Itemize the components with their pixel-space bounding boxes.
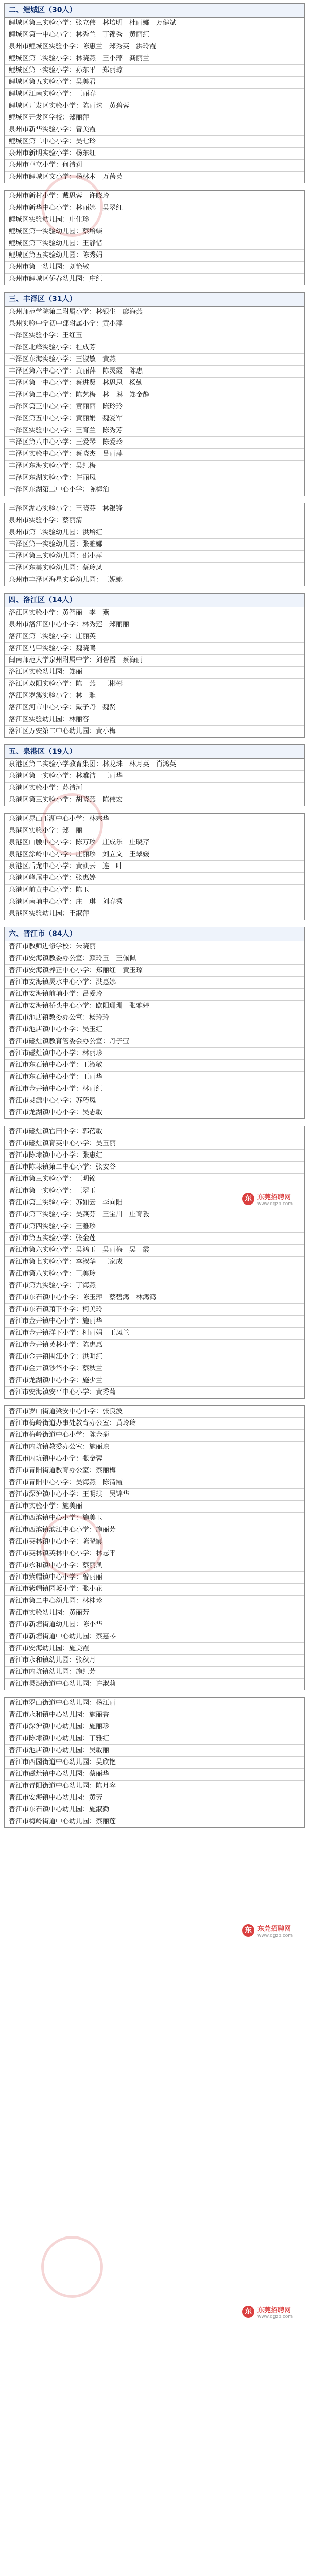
logo-text: 东莞招聘网 <box>258 1193 291 1201</box>
list-item: 晋江市池店镇中心幼儿园：吴敏丽 <box>5 1745 304 1757</box>
list-item: 泉州市丰泽区海星实验幼儿园：王妮娜 <box>9 576 123 584</box>
list-item: 晋江市第五实验小学：张金莲 <box>5 1233 304 1245</box>
section-heading: 六、晋江市（84人） <box>5 927 304 941</box>
list-item: 晋江市梅岭街道中心幼儿园：蔡丽莲 <box>9 1818 116 1825</box>
list-item: 晋江市陈埭镇中心幼儿园：丁雅红 <box>5 1733 304 1745</box>
list-item: 晋江市磁灶镇官田小学：郭蓓敏 <box>5 1126 304 1138</box>
list-block <box>4 1126 305 1399</box>
list-block <box>4 1405 305 1690</box>
list-item: 鲤城区开发区实验小学：陈丽珠 黄碧蓉 <box>5 100 304 112</box>
list-item: 晋江市第七实验小学：李淑华 王家成 <box>5 1257 304 1268</box>
list-item: 鲤城区第五实验幼儿园：陈秀娟 <box>5 250 304 262</box>
list-item: 晋江市池店镇教委办公室：杨玲玲 <box>5 1012 304 1024</box>
list-item: 洛江区第二实验小学：庄丽英 <box>5 631 304 643</box>
list-item: 丰泽区实验小学：王红玉 <box>5 330 304 342</box>
list-item: 晋江市新塘街道中心幼儿园：蔡惠琴 <box>5 1631 304 1643</box>
site-logo <box>242 2303 304 2320</box>
list-item: 泉州市第一幼儿园：刘艳敏 <box>5 262 304 274</box>
logo-text: 东莞招聘网 <box>258 1925 291 1933</box>
list-item: 丰泽区第一中心小学：蔡进贤 林思思 杨勤 <box>5 378 304 389</box>
list-item: 晋江市陈埭镇中心小学：张惠红 <box>5 1150 304 1162</box>
list-item: 晋江市青阳街道教育办公室：蔡丽梅 <box>5 1465 304 1477</box>
list-item: 闽南师范大学泉州附属中学：刘碧霞 蔡海丽 <box>5 655 304 667</box>
list-item: 晋江市深沪镇中心幼儿园：施丽珍 <box>5 1721 304 1733</box>
list-item: 鲤城区江南实验小学：王丽春 <box>5 89 304 100</box>
list-item: 晋江市新塘街道幼儿园：陈小华 <box>5 1619 304 1631</box>
list-item: 洛江区罗溪实验小学：林 雅 <box>5 690 304 702</box>
list-item: 丰泽区东美实验幼儿园：蔡玲凤 <box>5 563 304 574</box>
list-item: 晋江市第四实验小学：王雅珍 <box>5 1221 304 1233</box>
list-item: 泉州市新华中心小学：林丽娜 吴翠红 <box>5 202 304 214</box>
list-item: 丰泽区北峰实验小学：杜成芳 <box>5 342 304 354</box>
list-item: 洛江区马甲实验小学：魏晓鸣 <box>5 643 304 655</box>
list-item: 晋江市龙湖镇中心小学：施少兰 <box>5 1375 304 1387</box>
logo-url: www.dgzp.com <box>258 1933 293 1938</box>
list-item: 泉州市洛江区中心小学：林秀莲 郑丽丽 <box>5 619 304 631</box>
list-block <box>4 1697 305 1828</box>
list-item: 晋江市龙湖镇中心小学：吴志敏 <box>9 1109 103 1116</box>
list-item: 泉州市第二实验幼儿园：洪培红 <box>5 527 304 539</box>
section-heading: 五、泉港区（19人） <box>5 745 304 759</box>
list-block <box>4 813 305 920</box>
list-item: 晋江市教师进修学校：朱晓丽 <box>5 941 304 953</box>
list-item: 丰泽区第三中心小学：黄丽丽 陈玲玲 <box>5 401 304 413</box>
list-item: 晋江市英林镇英林中心小学：林志平 <box>5 1548 304 1560</box>
list-item: 丰泽区第六中心小学：黄丽萍 陈灵霞 陈惠 <box>5 366 304 378</box>
logo-url: www.dgzp.com <box>258 1201 293 1207</box>
list-item: 晋江市安海镇灵水中心小学：洪惠娜 <box>5 977 304 989</box>
site-logo <box>242 1190 304 1208</box>
list-item: 晋江市第一实验小学：王翠玉 <box>5 1185 304 1197</box>
list-item: 晋江市西园街道中心幼儿园：吴欣艳 <box>5 1757 304 1769</box>
list-item: 晋江市磁灶镇中心小学：林丽珍 <box>5 1048 304 1060</box>
list-item: 泉港区第一实验小学：林雅洁 王丽华 <box>5 771 304 783</box>
list-item: 晋江市第三实验小学：吴燕芬 王宝川 庄育毅 <box>5 1209 304 1221</box>
list-item: 晋江市实验小学：施美丽 <box>5 1501 304 1513</box>
list-item: 鲤城区第二中心小学：吴七玲 <box>5 136 304 148</box>
list-item: 晋江市东石镇中心小学：陈玉萍 蔡碧鸿 林鸿鸿 <box>5 1292 304 1304</box>
logo-icon: 东 <box>242 1193 254 1205</box>
list-item: 晋江市紫帽镇中心小学：曾丽丽 <box>5 1572 304 1584</box>
list-block <box>4 3 305 183</box>
list-item: 鲤城区开发区学校：郑丽萍 <box>5 112 304 124</box>
section-heading: 二、鲤城区（30人） <box>5 4 304 18</box>
list-item: 丰泽区东海实验小学：王淑敏 黄燕 <box>5 354 304 366</box>
list-item: 晋江市磁灶镇教育管委会办公室：丹子莹 <box>5 1036 304 1048</box>
list-item: 洛江区河市中心小学：戴子丹 魏贤 <box>5 702 304 714</box>
list-item: 晋江市梅岭街道中心小学：陈金菊 <box>5 1430 304 1442</box>
list-item: 丰泽区东湖第二中心小学：陈梅治 <box>9 486 110 494</box>
list-item: 晋江市金井镇洋下小学：柯丽娟 王凤兰 <box>5 1328 304 1340</box>
logo-icon: 东 <box>242 2306 254 2318</box>
list-block <box>4 503 305 586</box>
list-item: 洛江区双阳实验小学：陈 燕 王彬彬 <box>5 679 304 690</box>
list-block <box>4 593 305 738</box>
list-item: 晋江市金井镇中心小学：林丽红 <box>5 1083 304 1095</box>
list-item: 泉港区第三实验小学：胡晓燕 陈伟宏 <box>9 796 123 804</box>
list-item: 晋江市罗山街道梁安中心小学：张良波 <box>5 1406 304 1418</box>
list-item: 晋江市安海镇教委办公室：颜玲玉 王佩佩 <box>5 953 304 965</box>
list-item: 晋江市第三实验小学：王明锦 <box>5 1174 304 1185</box>
list-item: 鲤城区第三实验小学：孙东平 郑丽琼 <box>5 65 304 77</box>
watermark-seal-icon <box>41 2236 103 2298</box>
list-item: 晋江市西滨镇中心小学：施美玉 <box>5 1513 304 1524</box>
site-logo <box>242 1922 304 1939</box>
list-item: 晋江市英林镇中心小学：陈晓霞 <box>5 1536 304 1548</box>
list-item: 晋江市紫帽镇园坂小学：张小花 <box>5 1584 304 1596</box>
list-item: 晋江市第六实验小学：吴鸿玉 吴丽梅 吴 霞 <box>5 1245 304 1257</box>
list-item: 泉港区山腰中心小学：陈万珍 庄成乐 庄晓芹 <box>5 837 304 849</box>
list-item: 晋江市安海镇安平中心小学：黄秀菊 <box>9 1388 116 1396</box>
list-item: 泉州市鲤城区文小学：杨林木 万蓓英 <box>9 173 123 181</box>
list-item: 泉州市新华实验小学：曾美霞 <box>5 124 304 136</box>
logo-url: www.dgzp.com <box>258 2314 293 2319</box>
list-item: 泉港区前黄中心小学：陈玉 <box>5 885 304 896</box>
list-item: 晋江市金井镇英林小学：陈惠惠 <box>5 1340 304 1351</box>
list-item: 泉港区涂岭中心小学：庄丽珍 刘立文 王翠媛 <box>5 849 304 861</box>
logo-text: 东莞招聘网 <box>258 2306 291 2314</box>
list-item: 晋江市安海镇养正中心小学：郑丽红 黄玉琼 <box>5 965 304 977</box>
list-item: 泉州市新村小学：戴思蓉 许晓玲 <box>5 191 304 202</box>
list-item: 丰泽区第二中心小学：陈艺梅 林 琳 郑金静 <box>5 389 304 401</box>
list-item: 丰泽区实验中心小学：蔡晓杰 吕丽萍 <box>5 449 304 461</box>
list-item: 晋江市陈埭镇第二中心小学：张安谷 <box>5 1162 304 1174</box>
list-item: 晋江市梅岭街道办事处教育办公室：黄玲玲 <box>5 1418 304 1430</box>
list-item: 鲤城区第五实验小学：吴美君 <box>5 77 304 89</box>
list-item: 晋江市安海镇桥头中心小学：欧阳珊珊 张雅婷 <box>5 1001 304 1012</box>
list-item: 晋江市第八实验小学：王美玲 <box>5 1268 304 1280</box>
list-item: 鲤城区第一中心小学：林秀兰 丁锦秀 黄丽红 <box>5 29 304 41</box>
list-item: 晋江市青阳街道中心幼儿园：陈月容 <box>5 1781 304 1792</box>
list-item: 晋江市内坑镇幼儿园：施红芳 <box>5 1667 304 1679</box>
list-item: 丰泽区第三实验幼儿园：邵小萍 <box>5 551 304 563</box>
list-item: 泉港区实验幼儿园：王淑萍 <box>9 910 90 918</box>
list-item: 晋江市池店镇中心小学：吴玉红 <box>5 1024 304 1036</box>
list-block <box>4 927 305 1119</box>
section-heading: 四、洛江区（14人） <box>5 594 304 607</box>
list-item: 泉港区南埔中心小学：庄 琪 刘春秀 <box>5 896 304 908</box>
list-item: 晋江市磁灶镇中心幼儿园：蔡丽华 <box>5 1769 304 1781</box>
list-item: 泉港区界山玉湖中心小学：林宗华 <box>5 814 304 825</box>
list-item: 泉州师范学院第二附属小学：林银生 廖海燕 <box>5 307 304 318</box>
list-item: 晋江市内坑镇教委办公室：施丽琼 <box>5 1442 304 1453</box>
list-item: 泉州市鲤城区实验小学：陈惠兰 郑秀英 洪玲霞 <box>5 41 304 53</box>
list-item: 鲤城区第一实验幼儿园：蔡培蝶 <box>5 226 304 238</box>
list-item: 晋江市安海镇前埔小学：吕爱玲 <box>5 989 304 1001</box>
list-item: 晋江市安海幼儿园：施美霞 <box>5 1643 304 1655</box>
list-item: 丰泽区第五中心小学：黄丽娟 魏爱军 <box>5 413 304 425</box>
list-block <box>4 190 305 285</box>
list-item: 晋江市磁灶镇育英中心小学：吴玉丽 <box>5 1138 304 1150</box>
list-item: 泉港区实验小学：郑 丽 <box>5 825 304 837</box>
list-item: 晋江市永和镇中心小学：蔡丽凤 <box>5 1560 304 1572</box>
list-item: 晋江市灵源街道中心幼儿园：许淑莉 <box>9 1680 116 1688</box>
list-item: 丰泽区东湖实验小学：许丽凤 <box>5 472 304 484</box>
list-item: 鲤城区第二实验小学：林晓燕 王小萍 龚丽兰 <box>5 53 304 65</box>
list-item: 晋江市永和镇中心幼儿园：施丽香 <box>5 1709 304 1721</box>
list-item: 鲤城区实验幼儿园：庄仕珍 <box>5 214 304 226</box>
list-item: 泉州市实验小学：蔡丽清 <box>5 515 304 527</box>
list-item: 晋江市安海镇中心幼儿园：黄芳 <box>5 1792 304 1804</box>
list-item: 丰泽区东海实验小学：吴红梅 <box>5 461 304 472</box>
logo-icon: 东 <box>242 1924 254 1937</box>
list-item: 晋江市西滨镇滨江中心小学：施丽芳 <box>5 1524 304 1536</box>
list-item: 晋江市东石镇中心幼儿园：施淑勤 <box>5 1804 304 1816</box>
list-item: 晋江市永和镇幼儿园：张秋月 <box>5 1655 304 1667</box>
list-item: 晋江市第二实验小学：苏如云 李向阳 <box>5 1197 304 1209</box>
list-item: 丰泽区实验中心小学：王育兰 陈秀芳 <box>5 425 304 437</box>
list-item: 洛江区实验小学：黄智丽 李 燕 <box>5 607 304 619</box>
list-item: 泉港区实验小学：苏清河 <box>5 783 304 794</box>
list-item: 晋江市第二中心幼儿园：林桂珍 <box>5 1596 304 1607</box>
list-item: 晋江市金井镇钞岱小学：蔡秋兰 <box>5 1363 304 1375</box>
list-item: 丰泽区第一实验幼儿园：张雅娜 <box>5 539 304 551</box>
list-item: 洛江区实验幼儿园：林丽容 <box>5 714 304 726</box>
list-item: 泉州市新明实验小学：杨东红 <box>5 148 304 160</box>
list-item: 鲤城区第三实验小学：张立伟 林培明 杜丽娜 万健斌 <box>5 18 304 29</box>
list-item: 泉州市鲤城区侨春幼儿园：庄红 <box>9 275 103 283</box>
list-item: 晋江市东石镇萧下小学：柯美玲 <box>5 1304 304 1316</box>
list-block <box>4 744 305 806</box>
list-item: 晋江市东石镇中心小学：王淑敏 <box>5 1060 304 1072</box>
section-heading: 三、丰泽区（31人） <box>5 293 304 307</box>
list-item: 晋江市灵源中心小学：苏巧凤 <box>5 1095 304 1107</box>
list-item: 洛江区万安第二中心幼儿园：黄小梅 <box>9 727 116 735</box>
list-item: 晋江市深沪镇中心小学：王明琪 吴锦华 <box>5 1489 304 1501</box>
list-item: 晋江市青阳中心小学：吴海燕 陈清霞 <box>5 1477 304 1489</box>
list-item: 泉港区峰尾中心小学：张惠婷 <box>5 873 304 885</box>
list-item: 泉州市卓立小学：何清莉 <box>5 160 304 172</box>
list-item: 晋江市实验幼儿园：黄丽芳 <box>5 1607 304 1619</box>
list-item: 晋江市第九实验小学：丁海燕 <box>5 1280 304 1292</box>
list-item: 晋江市金井镇中心小学：施丽华 <box>5 1316 304 1328</box>
list-block <box>4 292 305 496</box>
list-item: 丰泽区湖心实验小学：王晓芬 林银锋 <box>5 503 304 515</box>
list-item: 泉州实验中学初中部附属小学：黄小萍 <box>5 318 304 330</box>
list-item: 丰泽区第八中心小学：王爱琴 陈爱玲 <box>5 437 304 449</box>
list-item: 晋江市罗山街道中心幼儿园：杨江丽 <box>5 1698 304 1709</box>
list-item: 泉港区后龙中心小学：黄凯云 连 叶 <box>5 861 304 873</box>
list-item: 洛江区实验幼儿园：郑丽 <box>5 667 304 679</box>
list-item: 晋江市金井镇围江小学：洪明红 <box>5 1351 304 1363</box>
list-item: 泉港区第二实验小学教育集团：林龙珠 林月英 肖鸿英 <box>5 759 304 771</box>
list-item: 晋江市内坑镇中心小学：张金蓉 <box>5 1453 304 1465</box>
list-item: 鲤城区第三实验幼儿园：王静惜 <box>5 238 304 250</box>
list-item: 晋江市东石镇中心小学：王丽华 <box>5 1072 304 1083</box>
